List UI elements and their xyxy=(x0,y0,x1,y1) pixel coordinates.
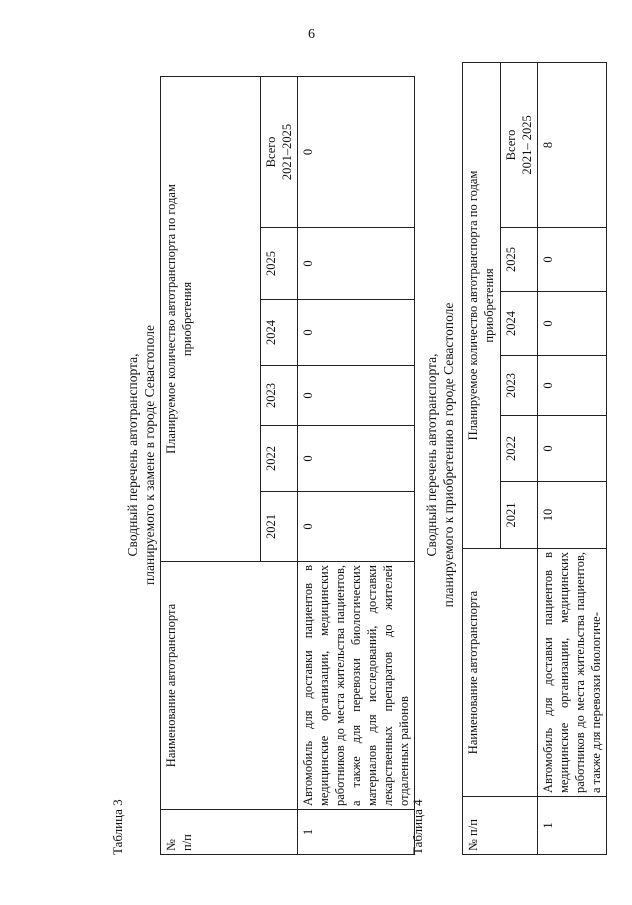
table4-header-row xyxy=(463,62,501,854)
table4-cell-2022: 0 xyxy=(538,416,607,482)
table-row xyxy=(538,62,607,854)
table3-year-2021: 2021 xyxy=(261,492,298,562)
table3-year-total: Всего 2021–2025 xyxy=(261,76,298,227)
table4-header-planned: Планируемое количество автотранспорта по годам приобретения xyxy=(463,62,501,548)
table3-cell-2023: 0 xyxy=(298,366,415,426)
table4-year-2022: 2022 xyxy=(501,416,538,482)
table3-cell-2022: 0 xyxy=(298,426,415,492)
table4-year-2023: 2023 xyxy=(501,356,538,416)
table3-caption xyxy=(124,305,158,605)
table-row xyxy=(298,76,415,854)
table3-cell-2025: 0 xyxy=(298,228,415,300)
table4-caption-line2: планируемого к приобретению в городе Севастополе xyxy=(441,302,456,608)
table3-year-2025: 2025 xyxy=(261,228,298,300)
table3-row-num: 1 xyxy=(298,810,415,855)
table3-year-2023: 2023 xyxy=(261,366,298,426)
table3-header-planned: Планируемое количество автотранспорта по годам приобретения xyxy=(161,76,261,561)
table3-year-2024: 2024 xyxy=(261,300,298,366)
table4-cell-2024: 0 xyxy=(538,292,607,356)
table4 xyxy=(462,62,607,855)
page-number: 6 xyxy=(308,27,315,42)
table3-cell-2024: 0 xyxy=(298,300,415,366)
table4-cell-2025: 0 xyxy=(538,228,607,292)
table4-year-2021: 2021 xyxy=(501,482,538,549)
table4-year-total: Всего 2021– 2025 xyxy=(501,62,538,227)
table3-row-name: Автомобиль для доставки пациентов в медицинские организации, медицинских работников до места жительства пациентов, а также для перевозки биологических материалов для исследований, доставки лекарственных препаратов до жителей отдаленных районов xyxy=(298,562,415,810)
table3-caption-line1: Сводный перечень автотранспорта, xyxy=(125,353,140,557)
table4-year-2024: 2024 xyxy=(501,292,538,356)
table3-header-num: № п/п xyxy=(161,810,298,855)
table3 xyxy=(160,76,415,855)
table4-label: Таблица 4 xyxy=(410,799,425,855)
table4-row-name: Автомобиль для доставки пациентов в медицинские организации, медицинских работников до места жительства пациентов, а также для перевозки биологиче- xyxy=(538,549,607,797)
table4-header-name: Наименование автотранспорта xyxy=(463,549,538,797)
table4-caption-line1: Сводный перечень автотранспорта, xyxy=(424,353,439,557)
table4-header-num: № п/п xyxy=(463,797,538,855)
table3-cell-2021: 0 xyxy=(298,492,415,562)
table4-year-2025: 2025 xyxy=(501,228,538,292)
table3-header-name: Наименование автотранспорта xyxy=(161,562,298,810)
table3-header-row xyxy=(161,76,261,854)
table3-caption-line2: планируемого к замене в городе Севастополе xyxy=(142,325,157,585)
table3-cell-total: 0 xyxy=(298,76,415,227)
table4-cell-2021: 10 xyxy=(538,482,607,549)
table3-label: Таблица 3 xyxy=(110,799,125,855)
table4-cell-total: 8 xyxy=(538,62,607,227)
table4-cell-2023: 0 xyxy=(538,356,607,416)
table4-caption xyxy=(423,300,457,610)
table3-year-2022: 2022 xyxy=(261,426,298,492)
table4-row-num: 1 xyxy=(538,797,607,855)
